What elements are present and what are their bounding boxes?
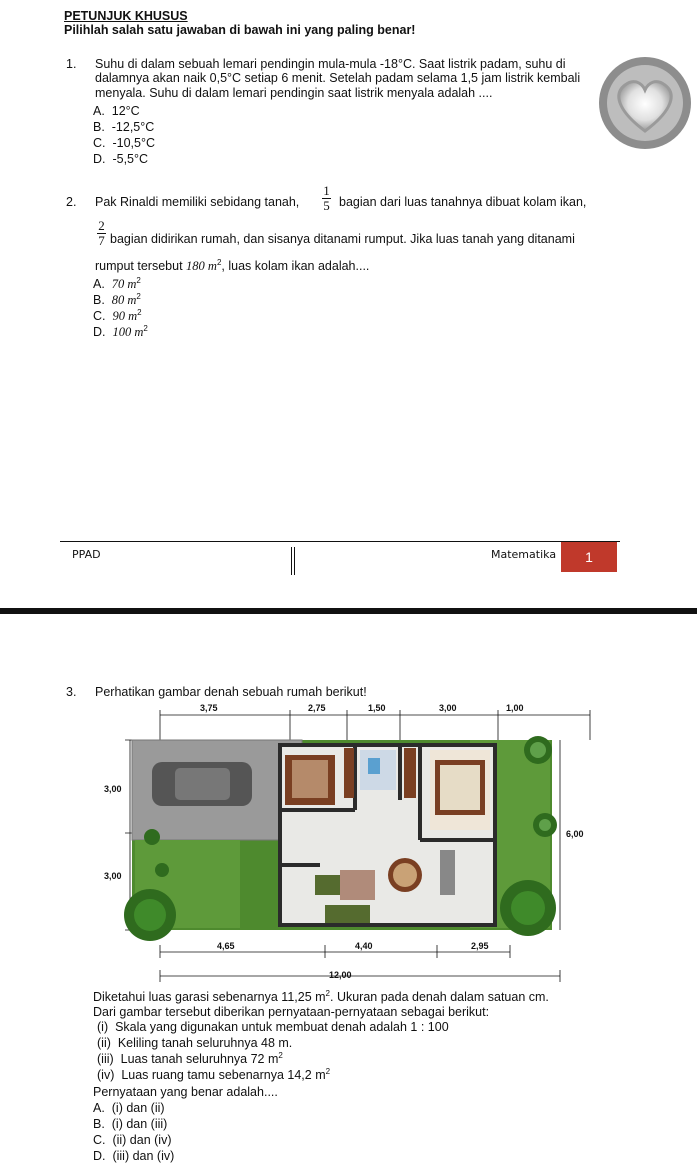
- q3-statement: Diketahui luas garasi sebenarnya 11,25 $m^2$. Ukuran pada denah dalam satuan cm.: [93, 988, 549, 1004]
- q3-question: Pernyataan yang benar adalah....: [93, 1085, 278, 1099]
- q2-line-1a: Pak Rinaldi memiliki sebidang tanah,: [95, 195, 300, 209]
- q1-option-a: A. 12°C: [93, 104, 140, 118]
- q2-option-a: A. 70 $m^2$: [93, 275, 141, 291]
- q3-number: 3.: [66, 685, 77, 699]
- q2-fraction-2: 2 7: [98, 218, 105, 248]
- q3-option-a: A. (i) dan (ii): [93, 1101, 165, 1115]
- q3-line-2: Dari gambar tersebut diberikan pernyataan-pernyataan sebagai berikut:: [93, 1005, 490, 1019]
- footer-subject: Matematika: [491, 548, 557, 561]
- plan-dim-bottom-1: 4,65: [217, 941, 235, 951]
- q2-line-2: bagian didirikan rumah, dan sisanya ditanami rumput. Jika luas tanah yang ditanami: [110, 232, 575, 246]
- plan-dim-bottom-3: 2,95: [471, 941, 489, 951]
- footer-rule: [60, 541, 620, 542]
- plan-dim-top-2: 2,75: [308, 703, 326, 713]
- plan-dim-left-2: 3,00: [104, 871, 122, 881]
- footer-divider-a: [291, 547, 292, 575]
- instruction-text: Pilihlah salah satu jawaban di bawah ini yang paling benar!: [64, 23, 416, 37]
- heart-decoration-icon: [598, 56, 693, 151]
- plan-dim-total: 12,00: [329, 970, 352, 980]
- q2-fraction-1: 1 5: [323, 183, 330, 213]
- plan-dim-top-4: 3,00: [439, 703, 457, 713]
- q2-option-c: C. 90 $m^2$: [93, 307, 142, 323]
- house-floor-plan: [100, 700, 600, 985]
- q3-option-c: C. (ii) dan (iv): [93, 1133, 172, 1147]
- q2-line-1b: bagian dari luas tanahnya dibuat kolam ikan,: [339, 195, 587, 209]
- section-title: PETUNJUK KHUSUS: [64, 9, 188, 23]
- plan-dim-top-1: 3,75: [200, 703, 218, 713]
- q3-item-1: (i) Skala yang digunakan untuk membuat denah adalah 1 : 100: [97, 1020, 449, 1034]
- q1-option-c: C. -10,5°C: [93, 136, 155, 150]
- q3-item-3: (iii) Luas tanah seluruhnya 72 $m^2$: [97, 1050, 283, 1066]
- q3-item-2: (ii) Keliling tanah seluruhnya 48 m.: [97, 1036, 293, 1050]
- q2-option-d: D. 100 $m^2$: [93, 323, 148, 339]
- q3-option-b: B. (i) dan (iii): [93, 1117, 168, 1131]
- q1-line-3: menyala. Suhu di dalam lemari pendingin saat listrik menyala adalah ....: [95, 86, 493, 100]
- page-number-badge: 1: [561, 542, 617, 572]
- q3-intro: Perhatikan gambar denah sebuah rumah berikut!: [95, 685, 367, 699]
- q1-option-d: D. -5,5°C: [93, 152, 149, 166]
- q3-option-d: D. (iii) dan (iv): [93, 1149, 175, 1163]
- q1-option-b: B. -12,5°C: [93, 120, 155, 134]
- q1-line-2: dalamnya akan naik 0,5°C setiap 6 menit. Setelah padam selama 1,5 jam listrik kembali: [95, 71, 581, 85]
- plan-dim-top-5: 1,00: [506, 703, 524, 713]
- plan-dim-left-1: 3,00: [104, 784, 122, 794]
- q2-number: 2.: [66, 195, 77, 209]
- footer-left-label: PPAD: [72, 548, 101, 561]
- q3-item-4: (iv) Luas ruang tamu sebenarnya 14,2 $m^2$: [97, 1066, 331, 1082]
- q1-line-1: Suhu di dalam sebuah lemari pendingin mula-mula -18°C. Saat listrik padam, suhu di: [95, 57, 566, 71]
- q2-option-b: B. 80 $m^2$: [93, 291, 141, 307]
- q1-number: 1.: [66, 57, 77, 71]
- page-break-bar: [0, 608, 697, 614]
- footer-divider-b: [294, 547, 295, 575]
- plan-dim-right: 6,00: [566, 829, 584, 839]
- plan-dim-bottom-2: 4,40: [355, 941, 373, 951]
- plan-dim-top-3: 1,50: [368, 703, 386, 713]
- q2-line-3: rumput tersebut 180 $m^2$, luas kolam ikan adalah....: [95, 257, 370, 273]
